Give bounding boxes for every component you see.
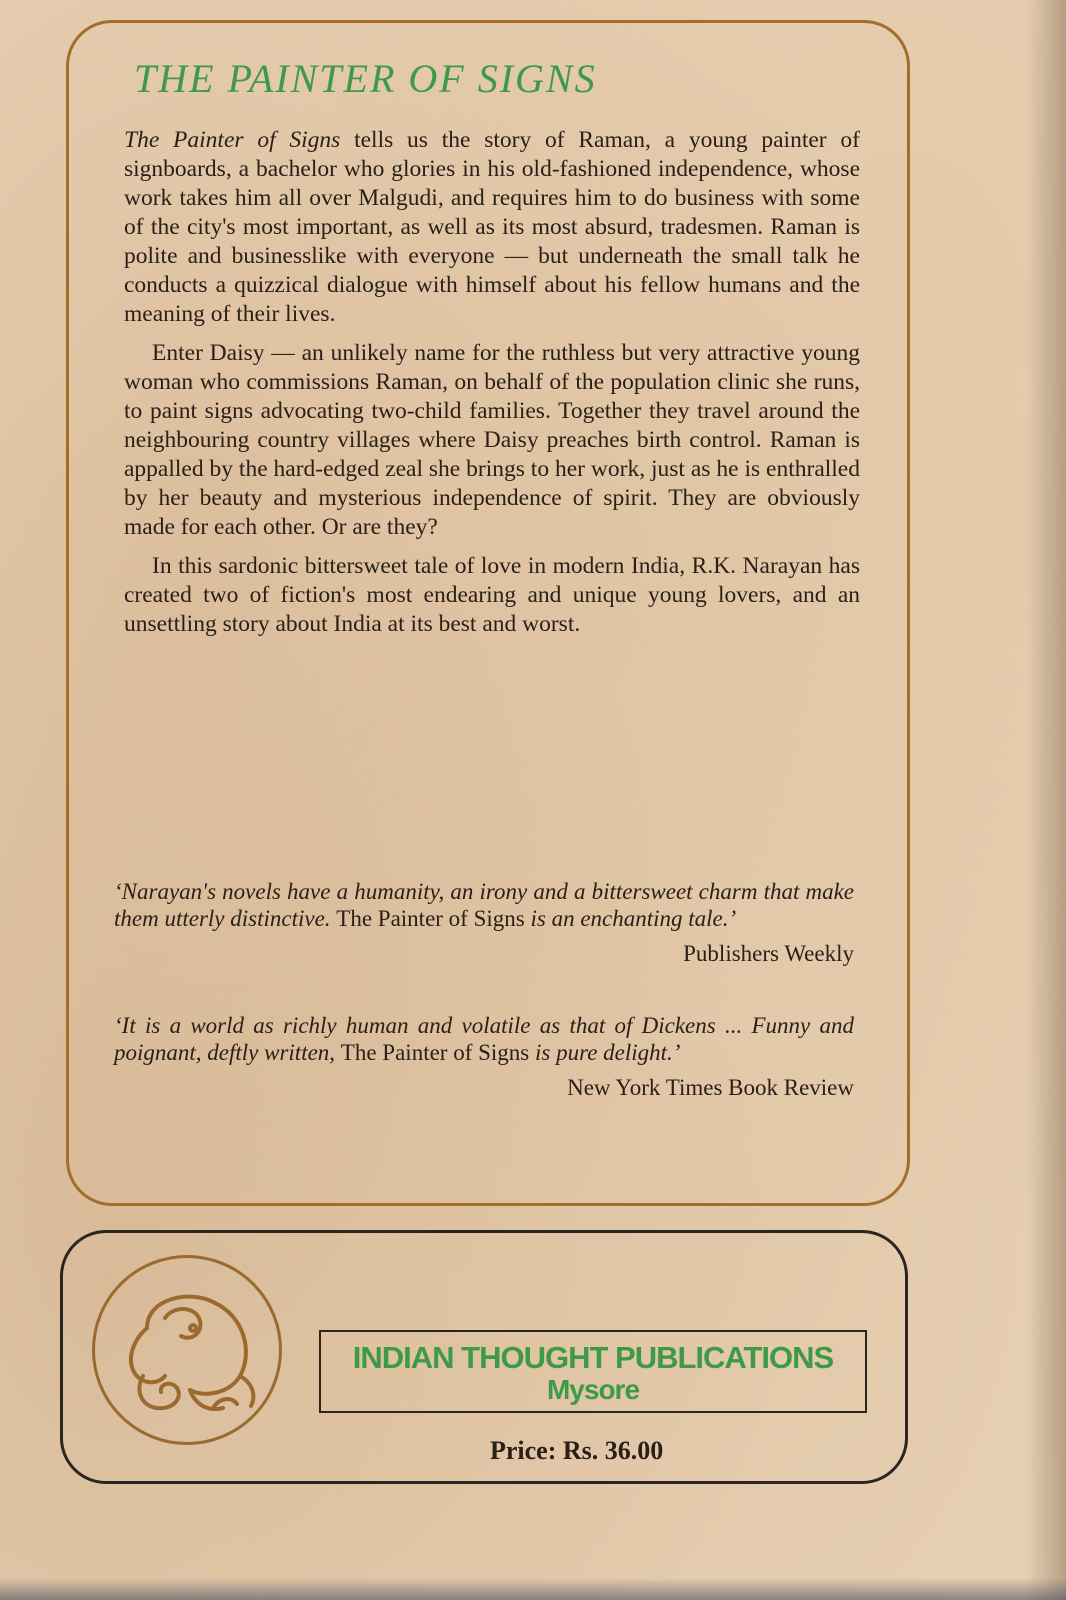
publisher-name: INDIAN THOUGHT PUBLICATIONS [352, 1340, 834, 1375]
review-quote [114, 878, 854, 932]
publisher-city: Mysore [546, 1374, 640, 1405]
publisher-box [319, 1330, 867, 1413]
review-source: Publishers Weekly [683, 941, 854, 966]
review-quote-part: ‘It is a world as richly human and volatile as that of Dickens ... Funny and poignant, deftly written, [114, 1013, 854, 1065]
book-title: THE PAINTER OF SIGNS [134, 56, 597, 101]
review-publishers-weekly [114, 878, 854, 967]
review-book-title: The Painter of Signs [340, 1040, 530, 1065]
blurb-text [124, 126, 860, 649]
blurb-book-title: The Painter of Signs [124, 127, 341, 153]
review-book-title: The Painter of Signs [336, 906, 525, 931]
review-quote-part: is pure delight.’ [529, 1040, 681, 1065]
review-quote [114, 1012, 854, 1066]
blurb-paragraph-2: Enter Daisy — an unlikely name for the ruthless but very attractive young woman who commissions Raman, on behalf of the population clinic she runs, to paint signs advocating two-child families. Together they travel around the neighbouring country villages where Daisy preaches birth control. Raman is appalled by the hard-edged zeal she brings to her work, just as he is enthralled by her beauty and mysterious independence of spirit. They are obviously made for each other. Or are they? [124, 340, 860, 540]
elephant-logo [92, 1255, 282, 1445]
review-quote-part: is an enchanting tale.’ [524, 906, 737, 931]
price-label: Price: Rs. 36.00 [490, 1436, 664, 1465]
review-source: New York Times Book Review [567, 1075, 854, 1100]
review-nyt [114, 1012, 854, 1101]
blurb-paragraph-3: In this sardonic bittersweet tale of love in modern India, R.K. Narayan has created two of fiction's most endearing and unique young lovers, and an unsettling story about India at its best and worst. [124, 553, 860, 637]
page-bottom-edge [0, 1578, 1066, 1600]
blurb-paragraph-1-text: tells us the story of Raman, a young painter of signboards, a bachelor who glories in his old-fashioned independence, whose work takes him all over Malgudi, and requires him to do business with some of the city's most important, as well as its most absurd, tradesmen. Raman is polite and businesslike with everyone — but underneath the small talk he conducts a quizzical dialogue with himself about his fellow humans and the meaning of their lives. [124, 127, 860, 327]
page-edge-shadow [1026, 0, 1066, 1600]
blurb-paragraph-1 [124, 126, 860, 329]
elephant-logo-icon [95, 1258, 279, 1442]
review-quote-part: ‘Narayan's novels have a humanity, an irony and a bittersweet charm that make them utterly distinctive. [114, 879, 854, 931]
